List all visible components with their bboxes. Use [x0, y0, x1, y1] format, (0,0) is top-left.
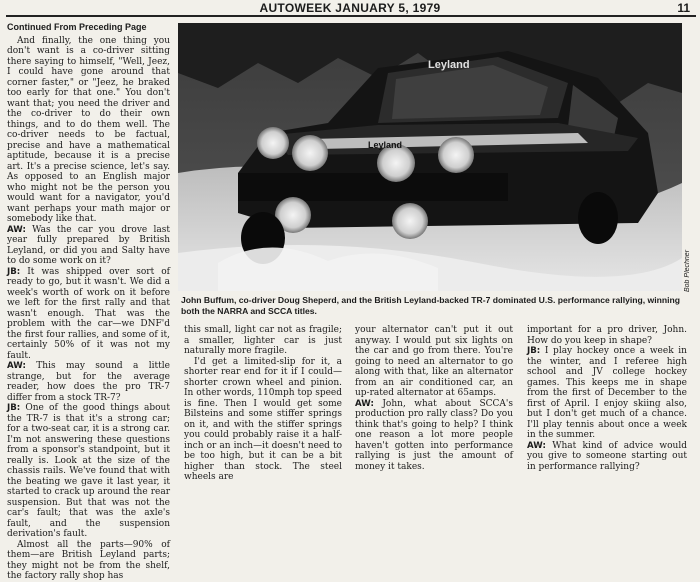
- masthead: [0, 0, 700, 16]
- answer-paragraph: [527, 346, 687, 441]
- article-column-3: [355, 325, 513, 472]
- speaker-label: JB:: [527, 346, 541, 356]
- paragraph-text: this small, light car not as fragile; a smaller, lighter car is just naturally more fragile.: [184, 325, 342, 356]
- rally-car-illustration: [178, 23, 682, 291]
- speaker-label: JB:: [7, 266, 21, 277]
- roof-leyland-lettering: Leyland: [428, 59, 470, 71]
- question-paragraph: [7, 225, 170, 267]
- paragraph-text: This may sound a little strange, but for the average reader, how does the pro TR-7 differ from a stock TR-7?: [7, 361, 170, 403]
- paragraph-text: I play hockey once a week in the winter, and I referee high school and JV college hockey games. This keeps me in shape from the first of December to the first of April. I enjoy skiing also, but I don't get much of a chance. I'll play tennis about once a week in the summer.: [527, 346, 687, 440]
- photo-caption: John Buffum, co-driver Doug Sheperd, and the British Leyland-backed TR-7 dominated U.S. performance rallying, winning both the NARRA and SCCA titles.: [181, 295, 680, 316]
- publication-date-header: AUTOWEEK JANUARY 5, 1979: [259, 1, 441, 15]
- article-column-2: [184, 325, 342, 482]
- header-rule: [6, 15, 696, 17]
- page-number: 11: [677, 1, 690, 15]
- article-column-1: [7, 22, 170, 581]
- photo-credit: Bob Plechner: [684, 249, 691, 292]
- paragraph-text: And finally, the one thing you don't want is a co-driver sitting there saying to himself, "Well, Jeez, I could have gone around that corner faster," or "Jeez, he braked too early for that one." You don't want that; you need the driver and the co-driver to do their own things, and to do them well. The co-driver needs to be factual, precise and have a mathematical aptitude, because it is a precise art. It's a precise science, let's say. As opposed to an English major who might not be the person you would want for a navigator, you'd want perhaps your math major or somebody like that.: [7, 35, 170, 224]
- paragraph-text: It was shipped over sort of ready to go, but it wasn't. We did a week's worth of work on it before we left for the first rally and that wasn't enough. That was the problem with the car—we DNF'd the first four rallies, and some of it, certainly 50% of it was not my fault.: [7, 266, 170, 361]
- speaker-label: JB:: [7, 403, 21, 413]
- paragraph-text: What kind of advice would you give to someone starting out in performance rallying?: [527, 440, 687, 472]
- bonnet-leyland-lettering: Leyland: [368, 140, 403, 150]
- answer-paragraph: [7, 267, 170, 362]
- body-paragraph: [527, 325, 687, 346]
- paragraph-text: John, what about SCCA's production pro rally class? Do you think that's going to help? I think one reason a lot more people haven't gotten into performance rallying is just the amount of money it takes.: [355, 398, 513, 472]
- body-paragraph: [355, 325, 513, 399]
- paragraph-text: I'd get a limited-slip for it, a shorter rear end for it if I could—shorter crown wheel and pinion. In other words, 110mph top speed is fine. Then I would get some Bilsteins and some stiffer springs on it, and with the stiffer springs you could probably raise it a half-inch or an inch—it doesn't need to be too high, but it can be a bit higher than stock. The steel wheels are: [184, 356, 342, 482]
- paragraph-text: your alternator can't put it out anyway. I would put six lights on the car and go from there. You're going to need an alternator to go along with that, like an alternator from an air conditioned car, an up-rated alternator at 65amps.: [355, 325, 513, 398]
- speaker-label: AW:: [7, 224, 26, 235]
- speaker-label: AW:: [527, 440, 546, 451]
- question-paragraph: [355, 399, 513, 473]
- paragraph-text: Almost all the parts—90% of them—are British Leyland parts; they might not be from the shelf, the factory rally shop has: [7, 539, 170, 581]
- body-paragraph: [7, 540, 170, 582]
- paragraph-text: One of the good things about the TR-7 is that it's a strong car; for a two-seat car, it is a strong car. I'm not answering these questions from a sponsor's standpoint, but it really is. Look at the size of the chassis rails. We've found that with the beating we gave it last year, it started to crack up around the rear suspension. But that was not the car's fault; that was the axle's fault, and the suspension derivation's fault.: [7, 403, 170, 539]
- continued-kicker: Continued From Preceding Page: [7, 22, 147, 32]
- answer-paragraph: [7, 403, 170, 540]
- rally-car-photo: [178, 23, 682, 291]
- body-paragraph: [7, 36, 170, 225]
- speaker-label: AW:: [7, 361, 26, 371]
- body-paragraph: [184, 325, 342, 357]
- body-paragraph: [184, 357, 342, 483]
- paragraph-text: Was the car you drove last year fully prepared by British Leyland, or did you and Salty have to do some work on it?: [7, 224, 170, 266]
- question-paragraph: [527, 441, 687, 473]
- speaker-label: AW:: [355, 398, 374, 409]
- question-paragraph: [7, 361, 170, 403]
- article-column-4: [527, 325, 687, 472]
- paragraph-text: important for a pro driver, John. How do you keep in shape?: [527, 325, 687, 346]
